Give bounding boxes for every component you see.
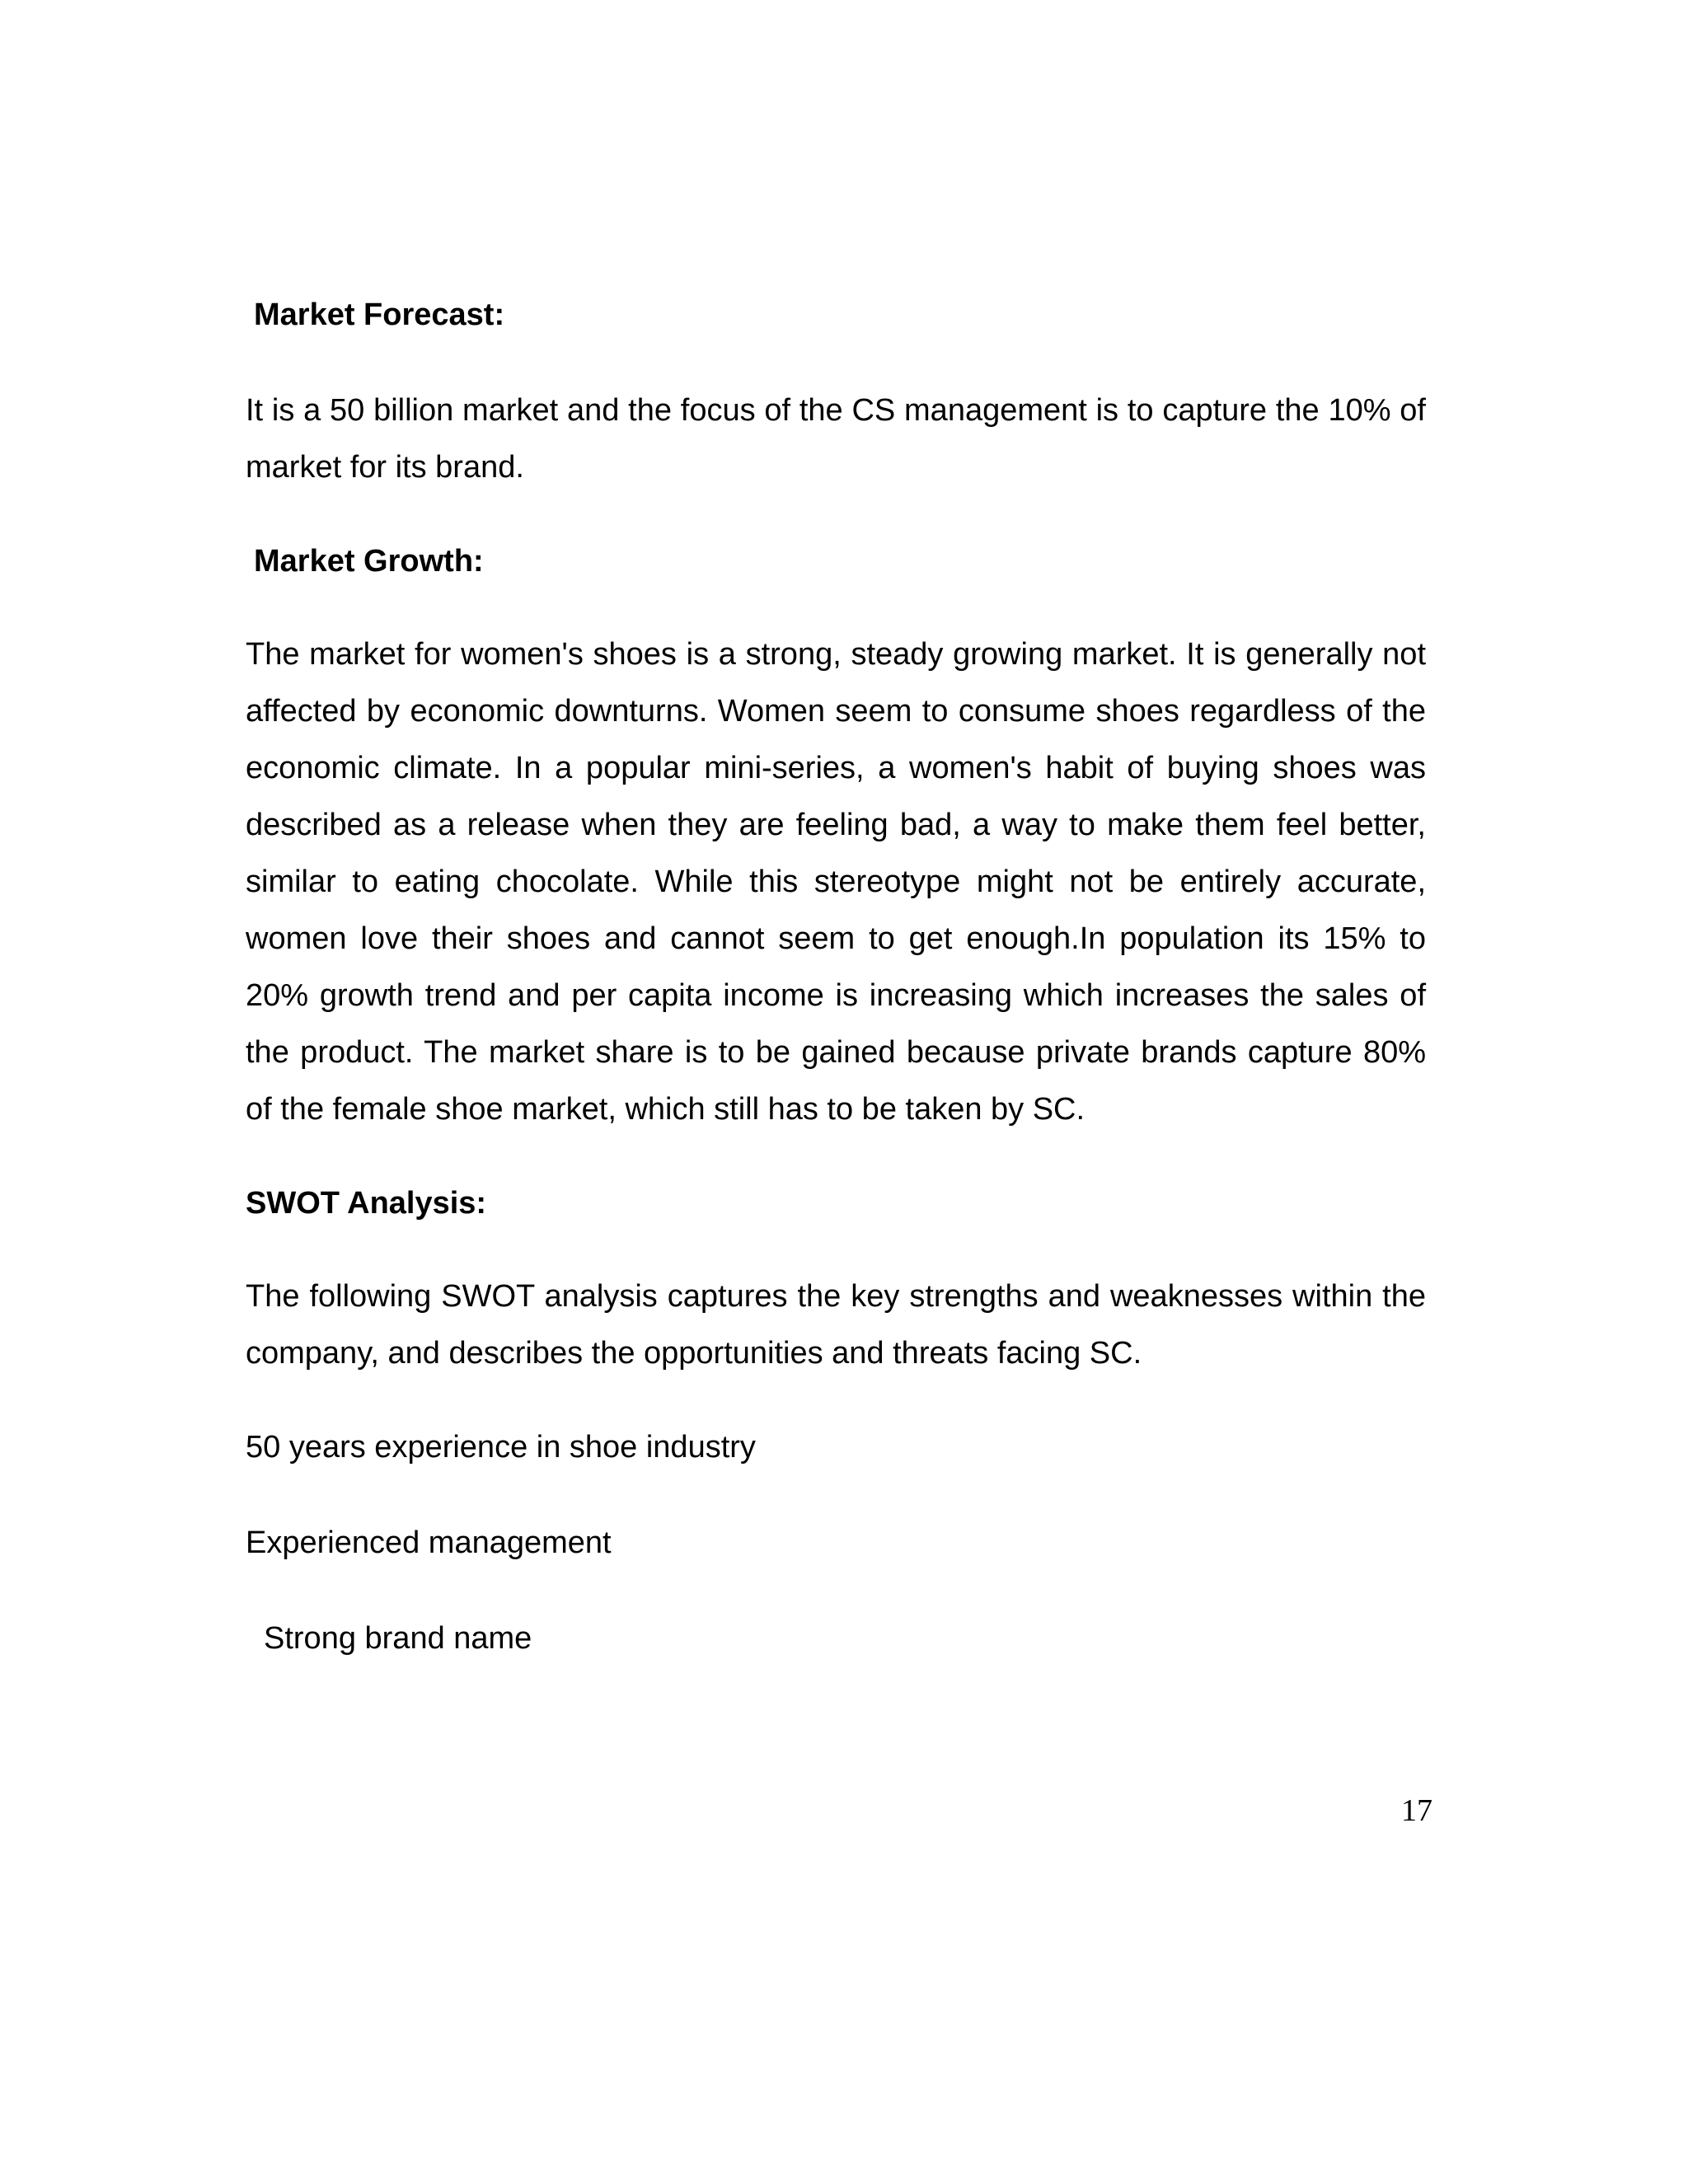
market-forecast-paragraph: It is a 50 billion market and the focus of the CS management is to capture the 10% of market for its brand. xyxy=(246,393,1426,485)
swot-analysis-heading: SWOT Analysis: xyxy=(246,1186,487,1221)
market-growth-heading: Market Growth: xyxy=(254,544,484,579)
market-forecast-heading: Market Forecast: xyxy=(254,298,505,332)
market-growth-paragraph: The market for women's shoes is a strong, steady growing market. It is generally not affected by economic downturns. Women seem to consume shoes regardless of the economic climate. In a popular mini-series, a women's habit of buying shoes was described as a release when they are feeling bad, a way to make them feel better, similar to eating chocolate. While this stereotype might not be entirely accurate, women love their shoes and cannot seem to get enough.In population its 15% to 20% growth trend and per capita income is increasing which increases the sales of the product. The market share is to be gained because private brands capture 80% of the female shoe market, which still has to be taken by SC. xyxy=(246,637,1426,1127)
swot-strength-item: Strong brand name xyxy=(264,1621,532,1656)
page-number: 17 xyxy=(1401,1793,1432,1828)
swot-strength-item: Experienced management xyxy=(246,1526,612,1560)
swot-analysis-paragraph: The following SWOT analysis captures the key strengths and weaknesses within the company, and describes the opportunities and threats facing SC. xyxy=(246,1279,1426,1371)
swot-strength-item: 50 years experience in shoe industry xyxy=(246,1430,756,1465)
page-content xyxy=(246,287,1426,1666)
